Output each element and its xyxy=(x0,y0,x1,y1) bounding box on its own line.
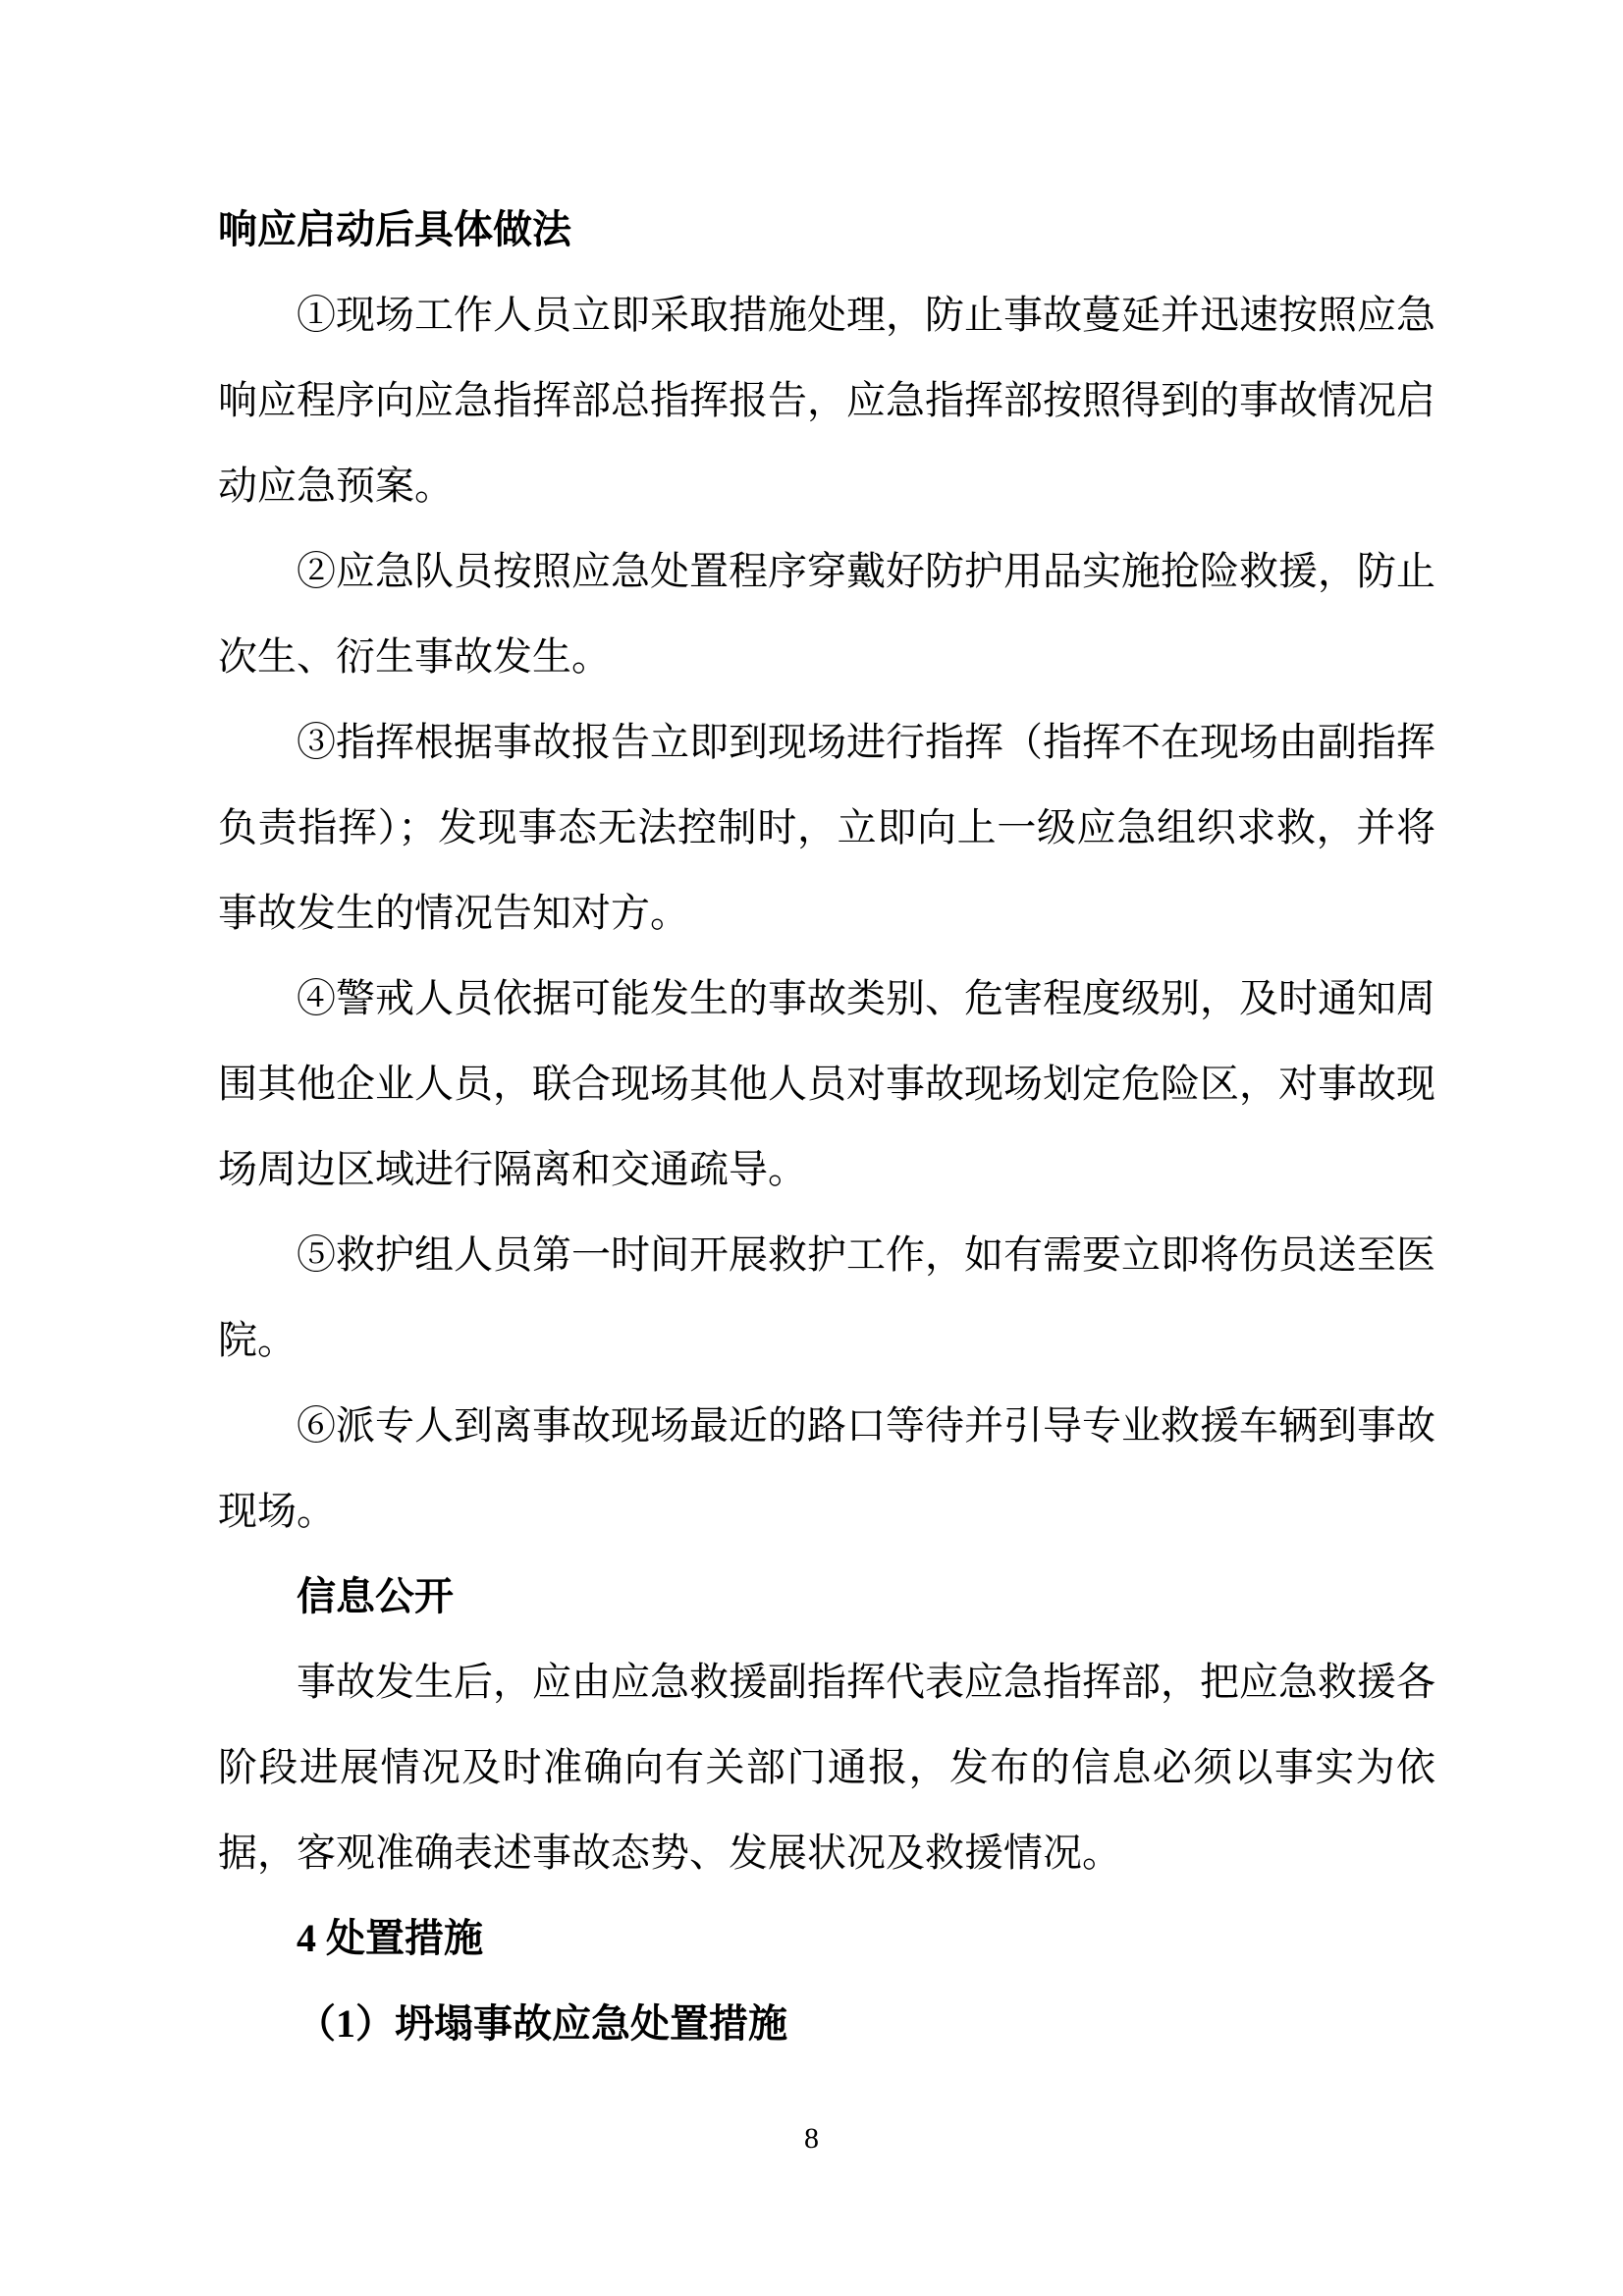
paragraph-information-disclosure: 事故发生后，应由应急救援副指挥代表应急指挥部，把应急救援各阶段进展情况及时准确向有关部门通报，发布的信息必须以事实为依据，客观准确表述事故态势、发展状况及救援情况。 xyxy=(218,1660,1435,1875)
paragraph-step-2: ②应急队员按照应急处置程序穿戴好防护用品实施抢险救援，防止次生、衍生事故发生。 xyxy=(218,549,1435,679)
heading-information-disclosure: 信息公开 xyxy=(297,1574,454,1618)
paragraph-step-1: ①现场工作人员立即采取措施处理，防止事故蔓延并迅速按照应急响应程序向应急指挥部总指挥报告，应急指挥部按照得到的事故情况启动应急预案。 xyxy=(218,293,1435,508)
heading-response-actions: 响应启动后具体做法 xyxy=(218,207,571,251)
paragraph-step-3: ③指挥根据事故报告立即到现场进行指挥（指挥不在现场由副指挥负责指挥）；发现事态无法控制时，立即向上一级应急组织求救，并将事故发生的情况告知对方。 xyxy=(218,720,1435,935)
heading-section-4-1-collapse-measures: （1）坍塌事故应急处置措施 xyxy=(297,2001,787,2046)
heading-section-4-disposal-measures: 4 处置措施 xyxy=(297,1916,483,1960)
paragraph-step-6: ⑥派专人到离事故现场最近的路口等待并引导专业救援车辆到事故现场。 xyxy=(218,1403,1435,1533)
document-body xyxy=(218,187,1435,2066)
paragraph-step-5: ⑤救护组人员第一时间开展救护工作，如有需要立即将伤员送至医院。 xyxy=(218,1232,1435,1362)
paragraph-step-4: ④警戒人员依据可能发生的事故类别、危害程度级别，及时通知周围其他企业人员，联合现场其他人员对事故现场划定危险区，对事故现场周边区域进行隔离和交通疏导。 xyxy=(218,976,1435,1191)
page-number: 8 xyxy=(804,2122,819,2155)
